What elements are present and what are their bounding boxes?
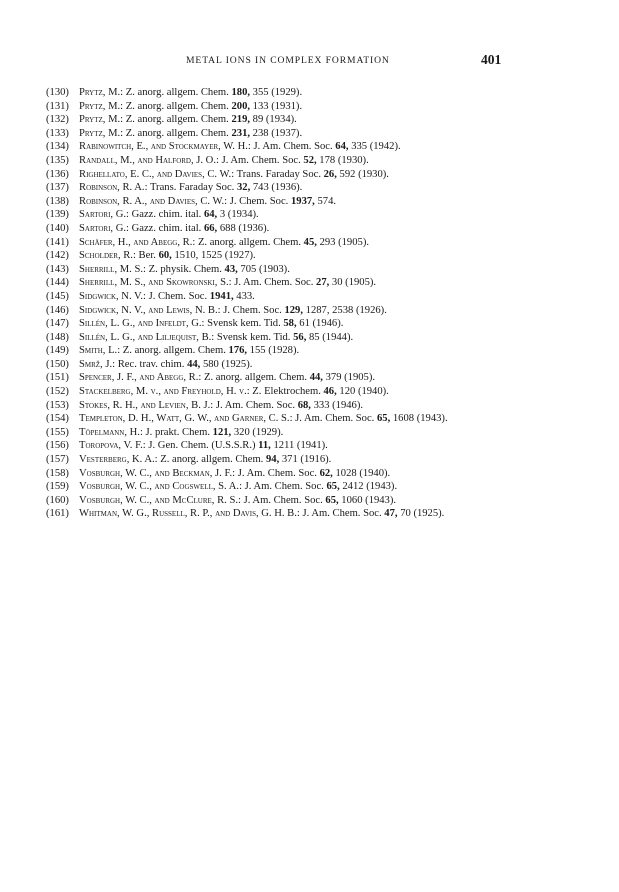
reference-source: : Rec. trav. chim.	[112, 358, 188, 370]
reference-text	[79, 304, 590, 318]
reference-source: : J. Am. Chem. Soc.	[296, 508, 385, 520]
reference-number: (141)	[46, 236, 69, 248]
reference-source: 743 (1936).	[250, 182, 303, 194]
reference-source: 371 (1916).	[279, 454, 332, 466]
reference-authors: Vosburgh, W. C., and McClure, R. S.	[79, 494, 238, 506]
reference-number: (144)	[46, 277, 69, 289]
reference-source: : Gazz. chim. ital.	[126, 209, 204, 221]
reference-text	[79, 494, 590, 508]
reference-text	[79, 100, 590, 114]
reference-entry	[0, 494, 619, 508]
reference-number: (133)	[46, 127, 69, 139]
reference-source: 89 (1934).	[250, 114, 297, 126]
reference-authors: Prytz, M.	[79, 127, 121, 139]
reference-source: : Z. anorg. allgem. Chem.	[120, 127, 232, 139]
reference-authors: Spencer, J. F., and Abegg, R.	[79, 372, 199, 384]
reference-volume: 94,	[265, 454, 280, 466]
reference-number: (138)	[46, 195, 69, 207]
reference-volume: 1941,	[209, 290, 234, 302]
reference-entry	[0, 195, 619, 209]
reference-authors: Sartori, G.	[79, 209, 126, 221]
reference-number: (149)	[46, 345, 69, 357]
reference-source: 1211 (1941).	[270, 440, 328, 452]
reference-source: : Svensk kem. Tid.	[201, 318, 284, 330]
reference-entry	[0, 331, 619, 345]
reference-volume: 176,	[228, 345, 248, 357]
reference-source: : J. Am. Chem. Soc.	[228, 277, 317, 289]
running-head	[0, 52, 619, 70]
reference-authors: Scholder, R.	[79, 250, 133, 262]
reference-entry	[0, 399, 619, 413]
reference-volume: 129,	[284, 304, 303, 316]
reference-volume: 52,	[303, 154, 317, 166]
reference-source: 30 (1905).	[329, 277, 377, 289]
reference-source: 355 (1929).	[250, 87, 303, 98]
reference-entry	[0, 439, 619, 453]
reference-entry	[0, 344, 619, 358]
reference-volume: 46,	[323, 386, 337, 398]
reference-authors: Töpelmann, H.	[79, 426, 140, 438]
reference-source: : Z. anorg. allgem. Chem.	[120, 87, 232, 98]
reference-source: : J. Gen. Chem. (U.S.S.R.)	[142, 440, 259, 452]
reference-entry	[0, 168, 619, 182]
reference-source: : J. Chem. Soc.	[142, 290, 210, 302]
reference-text	[79, 480, 590, 494]
reference-source: 580 (1925).	[200, 358, 253, 370]
reference-entry	[0, 276, 619, 290]
reference-volume: 32,	[236, 182, 251, 194]
reference-source: 705 (1903).	[237, 263, 290, 275]
reference-source: 1510, 1525 (1927).	[171, 250, 256, 262]
reference-volume: 64,	[203, 209, 218, 221]
reference-text	[79, 426, 590, 440]
reference-source: : J. Am. Chem. Soc.	[247, 141, 336, 153]
reference-authors: Smith, L.	[79, 345, 118, 357]
reference-number: (153)	[46, 399, 69, 411]
reference-entry	[0, 208, 619, 222]
reference-authors: Vosburgh, W. C., and Cogswell, S. A.	[79, 481, 240, 493]
reference-source: : J. Am. Chem. Soc.	[215, 154, 304, 166]
reference-number: (137)	[46, 182, 69, 194]
reference-text	[79, 385, 590, 399]
reference-number: (147)	[46, 318, 69, 330]
reference-authors: Sillén, L. G., and Infeldt, G.	[79, 318, 202, 330]
reference-number: (143)	[46, 263, 69, 275]
reference-entry	[0, 154, 619, 168]
reference-authors: Vosburgh, W. C., and Beckman, J. F.	[79, 467, 233, 479]
reference-source: 2412 (1943).	[339, 481, 398, 493]
reference-text	[79, 290, 590, 304]
reference-text	[79, 453, 590, 467]
reference-source: : Z. anorg. allgem. Chem.	[117, 345, 229, 357]
reference-authors: Sartori, G.	[79, 222, 126, 234]
reference-volume: 200,	[231, 100, 251, 112]
reference-text	[79, 222, 590, 236]
reference-entry	[0, 480, 619, 494]
reference-text	[79, 331, 590, 345]
reference-text	[79, 154, 590, 168]
reference-source: 1060 (1943).	[338, 494, 397, 506]
reference-text	[79, 276, 590, 290]
reference-entry	[0, 507, 619, 521]
reference-entry	[0, 263, 619, 277]
reference-source: 293 (1905).	[316, 236, 370, 248]
reference-text	[79, 208, 590, 222]
reference-volume: 121,	[212, 426, 232, 438]
reference-volume: 45,	[303, 236, 317, 248]
reference-authors: Rabinowitch, E., and Stockmayer, W. H.	[79, 141, 248, 153]
reference-volume: 1937,	[290, 195, 315, 207]
reference-source: : Z. anorg. allgem. Chem.	[120, 114, 232, 126]
reference-source: : Trans. Faraday Soc.	[144, 182, 237, 194]
reference-volume: 56,	[293, 331, 307, 343]
reference-volume: 44,	[309, 372, 323, 384]
reference-number: (158)	[46, 467, 69, 479]
reference-entry	[0, 358, 619, 372]
reference-volume: 65,	[325, 494, 339, 506]
reference-volume: 65,	[326, 481, 340, 493]
reference-number: (161)	[46, 508, 69, 520]
reference-text	[79, 399, 590, 413]
reference-entry	[0, 304, 619, 318]
reference-entry	[0, 426, 619, 440]
reference-source: 238 (1937).	[250, 127, 303, 139]
reference-volume: 180,	[231, 87, 251, 98]
reference-volume: 62,	[319, 467, 333, 479]
reference-number: (140)	[46, 222, 69, 234]
reference-text	[79, 168, 590, 182]
reference-authors: Sherrill, M. S., and Skowronski, S.	[79, 277, 229, 289]
reference-authors: Stackelberg, M. v., and Freyhold, H. v.	[79, 386, 247, 398]
reference-volume: 231,	[231, 127, 251, 139]
reference-authors: Robinson, R. A.	[79, 182, 145, 194]
reference-source: : Z. physik. Chem.	[143, 263, 225, 275]
reference-source: 379 (1905).	[322, 372, 376, 384]
reference-list	[0, 86, 619, 521]
reference-number: (142)	[46, 250, 69, 262]
reference-number: (145)	[46, 290, 69, 302]
reference-volume: 64,	[335, 141, 349, 153]
reference-authors: Schäfer, H., and Abegg, R.	[79, 236, 193, 248]
reference-text	[79, 140, 590, 154]
reference-entry	[0, 453, 619, 467]
reference-entry	[0, 86, 619, 100]
reference-source: 433.	[233, 290, 255, 302]
reference-number: (154)	[46, 413, 69, 425]
reference-entry	[0, 371, 619, 385]
reference-volume: 68,	[297, 399, 311, 411]
reference-entry	[0, 317, 619, 331]
reference-source: 320 (1929).	[231, 426, 284, 438]
reference-text	[79, 358, 590, 372]
reference-number: (148)	[46, 331, 69, 343]
reference-source: : J. Am. Chem. Soc.	[210, 399, 298, 411]
reference-number: (151)	[46, 372, 69, 384]
reference-text	[79, 412, 590, 426]
reference-volume: 43,	[224, 263, 238, 275]
reference-source: 120 (1940).	[336, 386, 389, 398]
reference-volume: 44,	[187, 358, 201, 370]
reference-source: : J. Am. Chem. Soc.	[239, 481, 327, 493]
reference-text	[79, 249, 590, 263]
reference-text	[79, 507, 590, 521]
running-title: METAL IONS IN COMPLEX FORMATION	[186, 55, 390, 66]
reference-volume: 26,	[323, 168, 337, 180]
reference-authors: Toropova, V. F.	[79, 440, 143, 452]
reference-text	[79, 439, 590, 453]
reference-text	[79, 371, 590, 385]
reference-authors: Sillén, L. G., and Liljequist, B.	[79, 331, 212, 343]
reference-number: (159)	[46, 481, 69, 493]
reference-number: (130)	[46, 87, 69, 98]
reference-source: : Ber.	[132, 250, 159, 262]
reference-authors: Whitman, W. G., Russell, R. P., and Davis, G. H. B.	[79, 508, 297, 520]
reference-source: : J. prakt. Chem.	[139, 426, 213, 438]
reference-authors: Sidgwick, N. V., and Lewis, N. B.	[79, 304, 218, 316]
reference-source: 155 (1928).	[247, 345, 300, 357]
reference-text	[79, 236, 590, 250]
reference-number: (160)	[46, 494, 69, 506]
reference-text	[79, 344, 590, 358]
reference-entry	[0, 222, 619, 236]
reference-authors: Sherrill, M. S.	[79, 263, 143, 275]
reference-number: (131)	[46, 100, 69, 112]
reference-authors: Prytz, M.	[79, 100, 121, 112]
reference-volume: 47,	[384, 508, 398, 520]
reference-entry	[0, 100, 619, 114]
reference-volume: 65,	[376, 413, 391, 425]
reference-authors: Robinson, R. A., and Davies, C. W.	[79, 195, 225, 207]
reference-entry	[0, 127, 619, 141]
reference-number: (152)	[46, 386, 69, 398]
page-number: 401	[481, 52, 502, 67]
reference-entry	[0, 181, 619, 195]
reference-entry	[0, 385, 619, 399]
reference-number: (132)	[46, 114, 69, 126]
reference-source: 335 (1942).	[348, 141, 401, 153]
reference-source: : J. Am. Chem. Soc.	[289, 413, 377, 425]
reference-text	[79, 195, 590, 209]
reference-text	[79, 127, 590, 141]
reference-text	[79, 113, 590, 127]
reference-source: 333 (1946).	[310, 399, 364, 411]
reference-source: 85 (1944).	[306, 331, 354, 343]
reference-source: 1608 (1943).	[390, 413, 448, 425]
reference-entry	[0, 236, 619, 250]
reference-source: 3 (1934).	[217, 209, 259, 221]
reference-source: : J. Am. Chem. Soc.	[238, 494, 326, 506]
reference-number: (136)	[46, 168, 69, 180]
reference-source: 1287, 2538 (1926).	[303, 304, 387, 316]
reference-source: 178 (1930).	[316, 154, 369, 166]
reference-source: : Z. anorg. allgem. Chem.	[192, 236, 304, 248]
reference-authors: Prytz, M.	[79, 87, 121, 98]
reference-authors: Smrž, J.	[79, 358, 113, 370]
reference-text	[79, 181, 590, 195]
reference-number: (150)	[46, 358, 69, 370]
reference-volume: 11,	[258, 440, 271, 452]
reference-entry	[0, 249, 619, 263]
reference-entry	[0, 467, 619, 481]
reference-source: 70 (1925).	[397, 508, 445, 520]
reference-source: 1028 (1940).	[332, 467, 391, 479]
reference-entry	[0, 290, 619, 304]
reference-source: : Z. anorg. allgem. Chem.	[198, 372, 310, 384]
reference-volume: 219,	[231, 114, 251, 126]
reference-entry	[0, 412, 619, 426]
reference-source: : J. Am. Chem. Soc.	[232, 467, 320, 479]
reference-source: : Trans. Faraday Soc.	[231, 168, 324, 180]
reference-source: 133 (1931).	[250, 100, 303, 112]
reference-authors: Sidgwick, N. V.	[79, 290, 143, 302]
reference-source: 574.	[314, 195, 337, 207]
reference-number: (155)	[46, 426, 69, 438]
reference-authors: Templeton, D. H., Watt, G. W., and Garner, C. S.	[79, 413, 290, 425]
reference-number: (156)	[46, 440, 69, 452]
reference-source: : Z. Elektrochem.	[246, 386, 324, 398]
reference-number: (157)	[46, 454, 69, 466]
reference-number: (134)	[46, 141, 69, 153]
reference-entry	[0, 140, 619, 154]
reference-number: (146)	[46, 304, 69, 316]
reference-number: (139)	[46, 209, 69, 221]
reference-volume: 60,	[158, 250, 172, 262]
reference-volume: 27,	[316, 277, 330, 289]
reference-authors: Prytz, M.	[79, 114, 121, 126]
reference-source: 592 (1930).	[336, 168, 389, 180]
reference-number: (135)	[46, 154, 69, 166]
reference-text	[79, 317, 590, 331]
reference-source: 61 (1946).	[296, 318, 344, 330]
reference-volume: 66,	[203, 222, 218, 234]
reference-source: 688 (1936).	[217, 222, 270, 234]
reference-authors: Stokes, R. H., and Levien, B. J.	[79, 399, 211, 411]
reference-source: : Z. anorg. allgem. Chem.	[154, 454, 266, 466]
reference-source: : J. Chem. Soc.	[224, 195, 291, 207]
reference-text	[79, 86, 590, 100]
reference-source: : Gazz. chim. ital.	[126, 222, 204, 234]
reference-source: : J. Chem. Soc.	[217, 304, 285, 316]
reference-volume: 58,	[283, 318, 297, 330]
reference-text	[79, 467, 590, 481]
reference-text	[79, 263, 590, 277]
reference-authors: Righellato, E. C., and Davies, C. W.	[79, 168, 232, 180]
reference-source: : Z. anorg. allgem. Chem.	[120, 100, 232, 112]
reference-entry	[0, 113, 619, 127]
reference-source: : Svensk kem. Tid.	[211, 331, 294, 343]
reference-authors: Randall, M., and Halford, J. O.	[79, 154, 216, 166]
reference-authors: Vesterberg, K. A.	[79, 454, 155, 466]
